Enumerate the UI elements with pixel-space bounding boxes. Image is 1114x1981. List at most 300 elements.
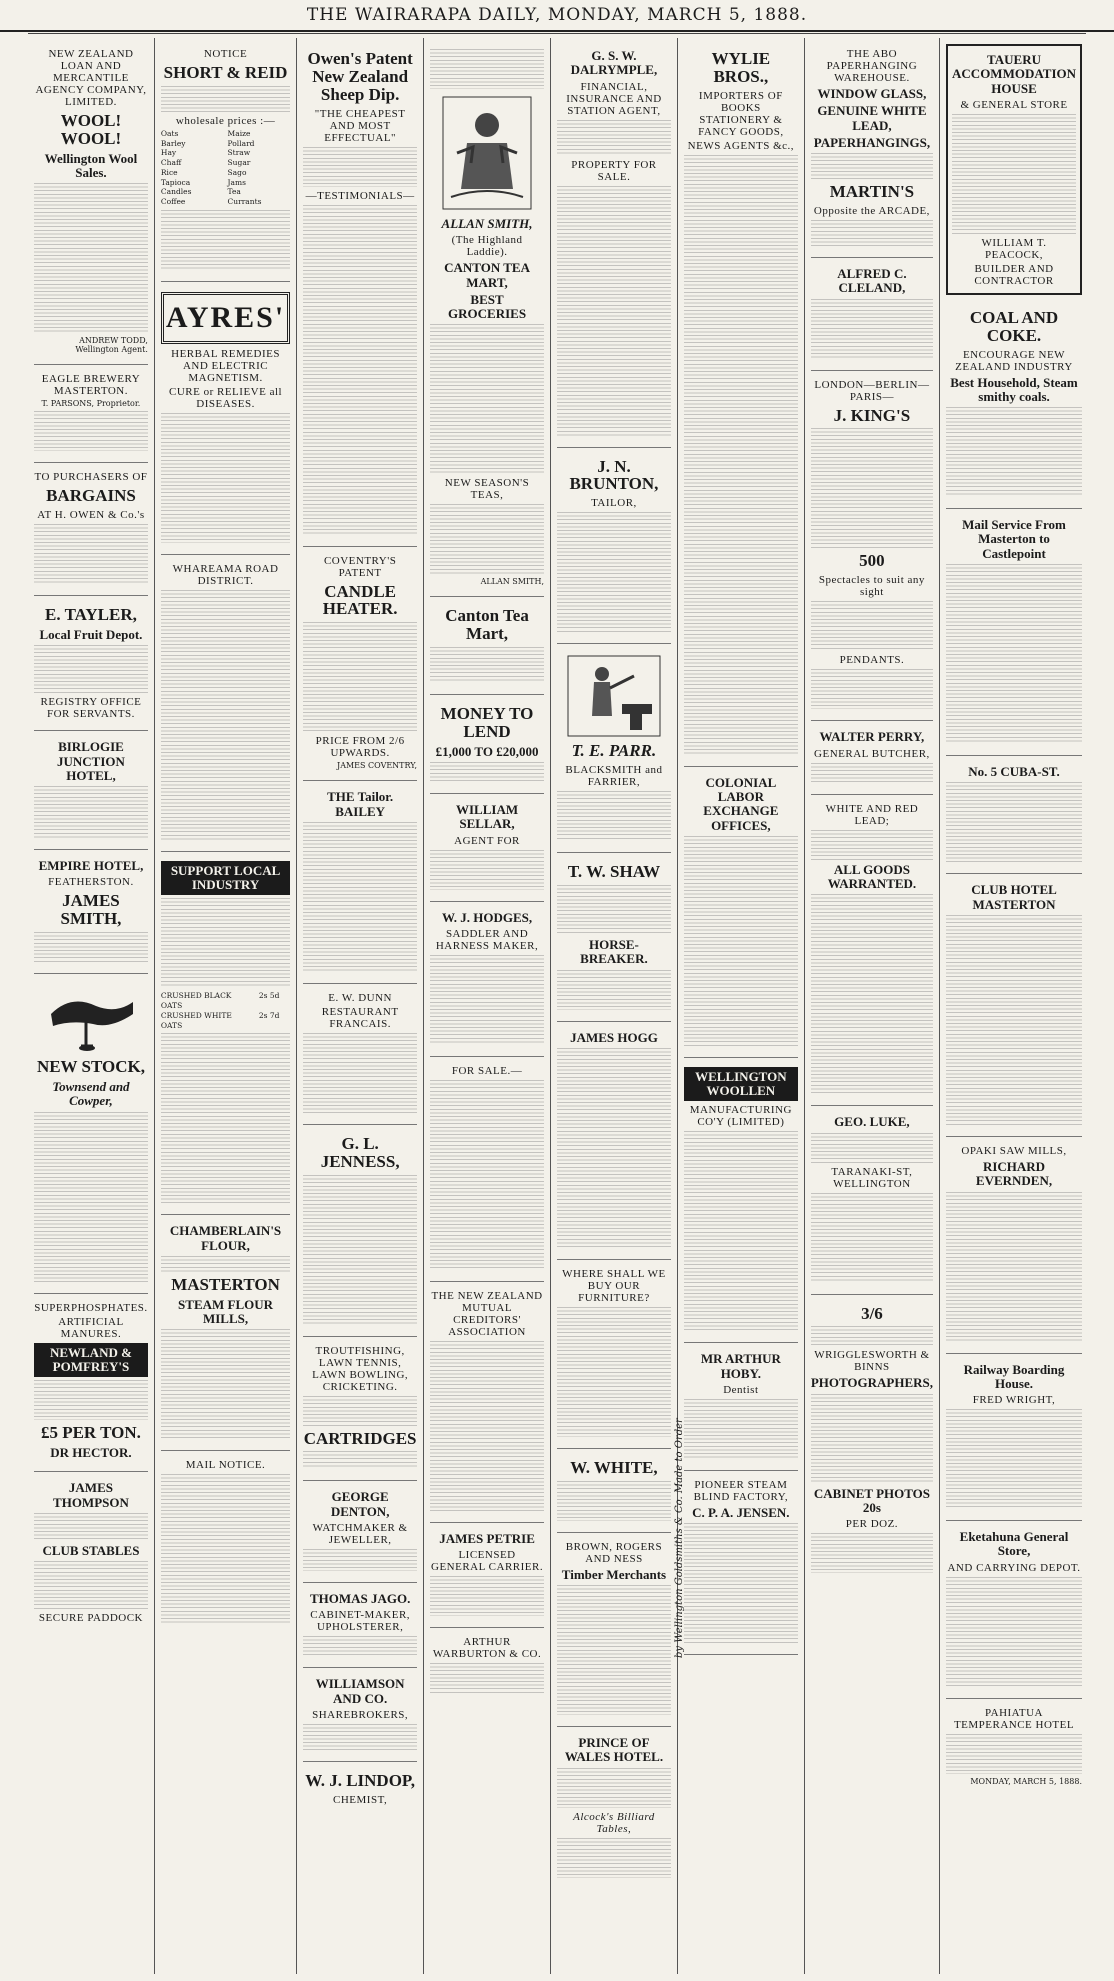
ad-manures <box>34 1294 148 1473</box>
ad-mail-service <box>946 509 1082 756</box>
ad-colonial-labor <box>684 767 798 1058</box>
ad-body-text <box>303 1549 417 1571</box>
ad-heading: THE ABO PAPERHANGING WAREHOUSE. <box>826 48 918 84</box>
ad-heading: NOTICE <box>203 48 248 60</box>
masthead-rule <box>28 33 1086 34</box>
ad-body-text <box>811 1533 933 1573</box>
list-item: Tapioca <box>160 177 191 187</box>
ad-title: COLONIAL LABOR EXCHANGE OFFICES, <box>703 774 779 833</box>
ad-title: PRINCE OF WALES HOTEL. <box>564 1735 664 1765</box>
ad-title: WILLIAM SELLAR, <box>455 802 519 832</box>
ad-title: TAUERU ACCOMMODATION HOUSE <box>952 52 1077 96</box>
ad-subtitle: CLUB STABLES <box>42 1542 140 1558</box>
ad-body-text <box>811 1133 933 1163</box>
ad-body-text <box>811 1326 933 1346</box>
ad-subtitle: Townsend and Cowper, <box>52 1078 130 1109</box>
ad-perry <box>811 721 933 794</box>
list-item: Currants <box>227 197 262 207</box>
ad-hogg <box>557 1022 671 1260</box>
ad-title: No. 5 CUBA-ST. <box>968 764 1060 780</box>
ad-list-title: wholesale prices :— <box>175 114 276 127</box>
ad-subtitle-3: Opposite the ARCADE, <box>813 205 930 218</box>
ad-whareama <box>161 555 290 852</box>
ad-title: W. J. LINDOP, <box>305 1770 416 1790</box>
ad-subtitle: "THE CHEAPEST AND MOST EFFECTUAL" <box>314 107 406 144</box>
ad-signature: ALLAN SMITH, <box>480 577 544 587</box>
ad-opaki <box>946 1137 1082 1354</box>
ad-title: WELLINGTON WOOLLEN <box>684 1067 798 1102</box>
ad-body-text <box>430 49 544 89</box>
ad-coal <box>946 299 1082 509</box>
ad-body-text <box>34 786 148 838</box>
list-item: Coffee <box>160 197 186 207</box>
ad-brewery <box>34 365 148 463</box>
ad-subtitle: & GENERAL STORE <box>960 98 1068 111</box>
ad-subtitle: FEATHERSTON. <box>48 876 134 889</box>
ad-title: BARGAINS <box>46 486 136 506</box>
ad-title: Owen's Patent New Zealand Sheep Dip. <box>307 49 413 104</box>
ad-luke <box>811 1106 933 1294</box>
list-item: Maize <box>227 128 251 138</box>
ad-body-text <box>34 932 148 962</box>
ad-body-text <box>34 411 148 451</box>
ad-body-text <box>303 147 417 187</box>
ad-body-text <box>557 970 671 1010</box>
ad-furniture <box>557 1260 671 1449</box>
ad-heading: SUPERPHOSPHATES. <box>34 1301 148 1314</box>
ad-body-text <box>34 1112 148 1282</box>
ad-wylie <box>684 40 798 767</box>
ad-body-text <box>684 1523 798 1643</box>
ad-allan-smith <box>430 40 544 597</box>
list-item: Sago <box>227 167 247 177</box>
ad-king <box>811 371 933 722</box>
ad-mutual <box>430 1282 544 1523</box>
ad-short-reid <box>161 40 290 282</box>
list-item: Chaff <box>160 158 182 168</box>
ad-body-text <box>557 1585 671 1715</box>
ad-woollen <box>684 1058 798 1344</box>
list-item: Candles <box>160 187 192 197</box>
ad-petrie <box>430 1523 544 1628</box>
ad-body-text <box>946 564 1082 744</box>
ad-title: COAL AND COKE. <box>969 307 1059 345</box>
ad-lindop <box>303 1762 417 1816</box>
ad-name: JAMES SMITH, <box>60 891 122 929</box>
ad-ayres <box>161 282 290 555</box>
list-item: CRUSHED BLACK OATS <box>160 991 232 1011</box>
ad-body-text <box>811 763 933 783</box>
ad-heading: NEW SEASON'S TEAS, <box>444 477 530 502</box>
oats-price-list <box>161 991 290 1030</box>
ad-subtitle: PHOTOGRAPHERS, <box>810 1375 934 1391</box>
ad-heading: LONDON—BERLIN—PARIS— <box>814 378 930 403</box>
ad-body-text <box>811 1193 933 1283</box>
ad-railway <box>946 1354 1082 1522</box>
saddle-icon <box>41 984 141 1054</box>
ad-name: C. P. A. JENSEN. <box>692 1505 790 1521</box>
ad-subtitle: BLACKSMITH and FARRIER, <box>565 764 663 789</box>
ad-bailey <box>303 781 417 984</box>
ad-heading: COVENTRY'S PATENT <box>323 554 397 579</box>
ad-body-text <box>161 898 290 988</box>
ad-subtitle: SHAREBROKERS, <box>312 1708 409 1721</box>
ad-body-text <box>303 622 417 732</box>
ad-body-text <box>946 407 1082 497</box>
ad-body-text <box>557 1481 671 1521</box>
column-3 <box>297 38 424 1974</box>
ad-cuba <box>946 756 1082 874</box>
ad-title-2: MASTERTON <box>171 1275 280 1295</box>
list-item: Hay <box>160 148 177 158</box>
ad-title: MAIL NOTICE. <box>185 1459 266 1472</box>
ad-title: SHORT & REID <box>163 63 288 82</box>
ad-body-text <box>303 1175 417 1325</box>
ad-title: JAMES PETRIE <box>439 1531 535 1547</box>
ad-subtitle-2: PAPERHANGINGS, <box>813 134 931 150</box>
ad-subtitle: AGENT FOR <box>454 834 520 847</box>
ad-subtitle: FINANCIAL, INSURANCE AND STATION AGENT, <box>566 80 662 117</box>
ad-subtitle: Local Fruit Depot. <box>39 626 143 642</box>
ad-dalrymple <box>557 40 671 448</box>
column-6 <box>673 38 805 1974</box>
ad-body-text <box>34 524 148 584</box>
ad-body-text <box>811 299 933 359</box>
ad-mail <box>161 1451 290 1635</box>
ad-analyst: DR HECTOR. <box>50 1445 132 1461</box>
ad-sellar <box>430 794 544 902</box>
ad-title: Railway Boarding House. <box>963 1361 1065 1391</box>
ad-heading-2: ARTIFICIAL MANURES. <box>58 1315 124 1340</box>
ad-heading: EAGLE BREWERY MASTERTON. <box>41 373 141 398</box>
ad-title: T. E. PARR. <box>571 741 657 761</box>
ad-price: PRICE FROM 2/6 UPWARDS. <box>315 735 405 760</box>
ad-canton-tea <box>430 597 544 695</box>
column-7 <box>805 38 940 1974</box>
ad-heading: PROPERTY FOR SALE. <box>571 158 657 183</box>
ad-subtitle-2: NEWS AGENTS &c., <box>687 139 795 152</box>
ad-title: THOMAS JAGO. <box>309 1590 411 1606</box>
ad-title: NEWLAND & POMFREY'S <box>34 1343 148 1378</box>
column-4 <box>424 38 551 1974</box>
list-item: Sugar <box>227 158 251 168</box>
ad-title: W. J. HODGES, <box>441 909 533 925</box>
ad-subtitle: GENUINE WHITE LEAD, <box>817 103 927 133</box>
ad-title: CANDLE HEATER. <box>322 581 398 619</box>
ad-body-text <box>34 183 148 333</box>
price-list <box>161 129 290 207</box>
ad-title: G. L. JENNESS, <box>320 1133 400 1171</box>
ad-title: GEORGE DENTON, <box>330 1489 390 1519</box>
column-2 <box>155 38 297 1974</box>
ad-restaurant <box>303 984 417 1125</box>
ad-body-text <box>811 830 933 860</box>
ad-brunton <box>557 448 671 645</box>
colophon-date: MONDAY, MARCH 5, 1888. <box>970 1776 1082 1786</box>
list-price: 2s 7d <box>258 1010 280 1020</box>
ad-jago <box>303 1583 417 1668</box>
ad-body-text <box>161 413 290 543</box>
ad-subtitle-2: CURE or RELIEVE all DISEASES. <box>169 385 283 410</box>
ad-hotel <box>34 731 148 850</box>
ad-title: WINDOW GLASS, <box>817 86 927 101</box>
ad-title: WHERE SHALL WE BUY OUR FURNITURE? <box>562 1267 666 1304</box>
ad-title: Mail Service From Masterton to Castlepoint <box>962 517 1066 561</box>
ad-body-text <box>811 428 933 548</box>
ad-jenness <box>303 1125 417 1337</box>
list-item: Pollard <box>227 138 255 148</box>
ad-club-hotel <box>946 874 1082 1137</box>
ad-body-text <box>557 1048 671 1248</box>
ad-heading-2: PENDANTS. <box>839 654 905 667</box>
ad-empire <box>34 850 148 974</box>
ad-footer: REGISTRY OFFICE FOR SERVANTS. <box>40 696 142 721</box>
ad-title-2: MARTIN'S <box>829 182 915 202</box>
ad-candle-heater <box>303 547 417 782</box>
ad-brown-rogers <box>557 1533 671 1727</box>
ad-subtitle: HORSE-BREAKER. <box>580 936 648 967</box>
ad-body-text <box>684 836 798 1046</box>
ad-heading: NEW ZEALAND LOAN AND MERCANTILE AGENCY COMPANY, LIMITED. <box>35 48 147 108</box>
ad-saddle <box>34 974 148 1293</box>
ad-heading: TO PURCHASERS OF <box>34 471 148 484</box>
ad-subtitle: GENERAL BUTCHER, <box>814 747 930 760</box>
ad-cartridges <box>303 1337 417 1482</box>
ad-prince-of-wales <box>557 1727 671 1889</box>
ad-subtitle: IMPORTERS OF BOOKS STATIONERY & FANCY GOODS, <box>698 89 784 138</box>
ad-title: GEO. LUKE, <box>834 1114 910 1130</box>
ad-thompson <box>34 1472 148 1634</box>
ad-body-text <box>303 205 417 535</box>
ad-footer: SECURE PADDOCK <box>38 1612 143 1625</box>
ad-subtitle: TARANAKI-ST, WELLINGTON <box>831 1165 913 1190</box>
ad-subtitle: AND CARRYING DEPOT. <box>947 1561 1081 1574</box>
masthead: THE WAIRARAPA DAILY, MONDAY, MARCH 5, 1888. <box>0 0 1114 32</box>
ad-title: CANTON TEA MART, <box>444 260 530 290</box>
ad-title: W. WHITE, <box>570 1457 658 1477</box>
ad-title: Canton Tea Mart, <box>445 606 529 644</box>
ad-title: EMPIRE HOTEL, <box>38 858 144 874</box>
ad-title: WRIGGLESWORTH & BINNS <box>814 1349 930 1374</box>
ad-amount: £1,000 TO £20,000 <box>435 743 539 759</box>
ad-subtitle-2: PER DOZ. <box>845 1518 899 1531</box>
ad-subtitle: LICENSED GENERAL CARRIER. <box>431 1549 544 1574</box>
ad-body-text <box>430 762 544 782</box>
ad-local-industry <box>161 852 290 1216</box>
ad-title: JAMES THOMPSON <box>53 1480 129 1510</box>
ad-subtitle: CABINET-MAKER, UPHOLSTERER, <box>310 1609 411 1634</box>
ad-tayler <box>34 596 148 731</box>
ad-title: AYRES' <box>161 292 290 344</box>
ad-caption-sub: (The Highland Laddie). <box>451 234 523 259</box>
ad-body-text <box>430 647 544 683</box>
column-5 <box>551 38 678 1974</box>
ad-body-text <box>952 114 1076 234</box>
ad-title: CHAMBERLAIN'S FLOUR, <box>169 1223 282 1253</box>
ad-caption: ALLAN SMITH, <box>441 216 533 231</box>
ad-title: THE NEW ZEALAND MUTUAL CREDITORS' ASSOCIATION <box>431 1290 543 1339</box>
ad-title: Eketahuna General Store, <box>959 1529 1069 1559</box>
ad-eketahuna <box>946 1521 1082 1699</box>
ad-body-text <box>811 1394 933 1484</box>
ad-subtitle: AT H. OWEN & Co.'s <box>37 509 145 522</box>
ad-body-text <box>303 1396 417 1426</box>
list-item: Oats <box>160 128 179 138</box>
ad-body-text <box>303 1724 417 1750</box>
ad-sheep-dip <box>303 40 417 547</box>
ad-title: E. TAYLER, <box>45 605 137 625</box>
ad-subtitle: SADDLER AND HARNESS MAKER, <box>435 928 539 953</box>
list-item: Barley <box>160 138 186 148</box>
ad-body-text <box>946 1192 1082 1342</box>
ad-subtitle: Wellington Wool Sales. <box>44 150 138 180</box>
ad-white <box>557 1449 671 1533</box>
ad-body-text <box>430 324 544 474</box>
ad-signature: JAMES COVENTRY, <box>336 761 418 771</box>
ad-body-text <box>303 1033 417 1113</box>
ad-flour <box>161 1215 290 1451</box>
ad-body-text <box>34 1561 148 1609</box>
ad-signature: ANDREW TODD, Wellington Agent. <box>75 336 148 355</box>
ad-subtitle: RESTAURANT FRANCAIS. <box>321 1005 399 1030</box>
ad-body-text <box>161 86 290 112</box>
ad-body-text <box>557 885 671 935</box>
ad-body-text <box>430 1341 544 1511</box>
ad-body-text <box>303 822 417 972</box>
ad-body-text <box>161 1033 290 1203</box>
ad-title: J. N. BRUNTON, <box>569 456 659 494</box>
ad-body-text <box>811 601 933 651</box>
ad-subtitle: HERBAL REMEDIES AND ELECTRIC MAGNETISM. <box>171 347 280 384</box>
ad-body-text <box>34 645 148 693</box>
ad-subtitle: TAILOR, <box>591 497 637 510</box>
ad-count: 500 <box>859 551 885 571</box>
ad-body-text <box>557 120 671 156</box>
ad-title: J. KING'S <box>833 405 911 425</box>
ad-body-text <box>303 1636 417 1656</box>
ad-title: MONEY TO LEND <box>440 704 534 742</box>
ad-subtitle: FRED WRIGHT, <box>972 1394 1056 1407</box>
ad-body-text <box>811 220 933 246</box>
ad-title: PIONEER STEAM BLIND FACTORY, <box>693 1479 789 1504</box>
ad-pahiatua <box>946 1699 1082 1796</box>
ad-for-sale <box>430 1057 544 1282</box>
ad-body-text <box>557 1768 671 1808</box>
ad-title: CLUB HOTEL MASTERTON <box>971 882 1057 912</box>
ad-title: BIRLOGIE JUNCTION HOTEL, <box>57 739 125 783</box>
ad-title: OPAKI SAW MILLS, <box>961 1144 1067 1157</box>
ad-subtitle: CHEMIST, <box>333 1793 388 1806</box>
ad-title: CARTRIDGES <box>303 1428 417 1448</box>
ad-title-3: STEAM FLOUR MILLS, <box>178 1296 274 1327</box>
ad-body-text <box>161 590 290 840</box>
ad-body-text <box>557 512 671 632</box>
ad-subtitle: RICHARD EVERNDEN, <box>975 1158 1053 1189</box>
ad-paperhanging <box>811 40 933 258</box>
ad-subtitle: Alcock's Billiard Tables, <box>573 1810 655 1835</box>
ad-body-text <box>684 1131 798 1331</box>
ad-heading: E. W. DUNN <box>328 991 392 1004</box>
ad-body-text <box>303 1451 417 1469</box>
ad-subtitle: Dentist <box>723 1384 759 1397</box>
ad-body-text <box>430 850 544 890</box>
highland-laddie-engraving <box>437 93 537 213</box>
ad-subtitle: BEST GROCERIES <box>448 291 527 322</box>
ad-body-text <box>430 504 544 574</box>
ad-hoby <box>684 1343 798 1471</box>
ad-body-text <box>811 894 933 1094</box>
list-item: CRUSHED WHITE OATS <box>160 1010 232 1030</box>
ad-pioneer-blinds <box>684 1471 798 1655</box>
ad-nz-loan <box>34 40 148 365</box>
ad-subtitle: Spectacles to suit any sight <box>818 574 925 599</box>
ad-testimonials: —TESTIMONIALS— <box>305 189 415 202</box>
ad-body-text <box>557 1307 671 1437</box>
ad-body-text <box>684 155 798 755</box>
ad-title: WILLIAMSON AND CO. <box>315 1676 405 1706</box>
list-item: Rice <box>160 167 178 177</box>
ad-body-text <box>946 1734 1082 1774</box>
ad-body-text <box>557 1838 671 1878</box>
ad-footer: WILLIAM T. PEACOCK, <box>981 236 1047 261</box>
ad-title: WHITE AND RED LEAD; <box>825 802 919 827</box>
ad-subtitle-2: Best Household, Steam smithy coals. <box>950 374 1078 404</box>
ad-body-text <box>430 955 544 1045</box>
ad-subtitle: MANUFACTURING CO'Y (LIMITED) <box>689 1104 792 1129</box>
ad-hodges <box>430 902 544 1057</box>
ad-warburton <box>430 1628 544 1704</box>
ad-denton <box>303 1481 417 1583</box>
ad-subtitle: Timber Merchants <box>561 1566 667 1582</box>
ad-shaw <box>557 853 671 1021</box>
ad-subtitle: WATCHMAKER & JEWELLER, <box>312 1521 408 1546</box>
ad-price: 3/6 <box>861 1303 883 1323</box>
ad-body-text <box>946 782 1082 862</box>
ad-body-text <box>34 1513 148 1541</box>
ad-body-text <box>946 1409 1082 1509</box>
ad-title: SUPPORT LOCAL INDUSTRY <box>161 861 290 896</box>
ad-title: WOOL! WOOL! <box>60 111 122 148</box>
ad-bargains <box>34 463 148 596</box>
ad-body-text <box>946 1577 1082 1687</box>
ad-title: WHAREAMA ROAD DISTRICT. <box>172 562 279 587</box>
ad-subtitle: TROUTFISHING, LAWN TENNIS, LAWN BOWLING, CRICKETING. <box>312 1344 409 1393</box>
ad-title: ARTHUR WARBURTON & CO. <box>432 1636 542 1661</box>
ad-taueru <box>946 44 1082 295</box>
ad-body-text <box>557 791 671 841</box>
ad-williamson <box>303 1668 417 1762</box>
ad-title: NEW STOCK, <box>36 1057 145 1077</box>
ad-title: T. W. SHAW <box>567 862 661 882</box>
list-price: 2s 5d <box>258 991 280 1001</box>
ad-subtitle: ALL GOODS WARRANTED. <box>827 861 917 891</box>
list-item: Tea <box>227 187 241 197</box>
ad-title: FOR SALE.— <box>451 1065 523 1078</box>
ad-signature: T. PARSONS, Proprietor. <box>41 399 141 409</box>
list-item: Jams <box>227 177 246 187</box>
ad-body-text <box>161 1256 290 1272</box>
ad-body-text <box>557 186 671 436</box>
ad-footer-2: BUILDER AND CONTRACTOR <box>974 262 1054 287</box>
ad-title: BROWN, ROGERS AND NESS <box>565 1540 663 1565</box>
ad-title: PAHIATUA TEMPERANCE HOTEL <box>953 1706 1075 1731</box>
ad-title-2: CABINET PHOTOS 20s <box>813 1485 931 1515</box>
ad-body-text <box>946 915 1082 1125</box>
ad-body-text <box>430 1576 544 1616</box>
ad-price: £5 PER TON. <box>40 1423 141 1443</box>
list-item: Straw <box>227 148 251 158</box>
ad-title: MR ARTHUR HOBY. <box>700 1351 781 1381</box>
